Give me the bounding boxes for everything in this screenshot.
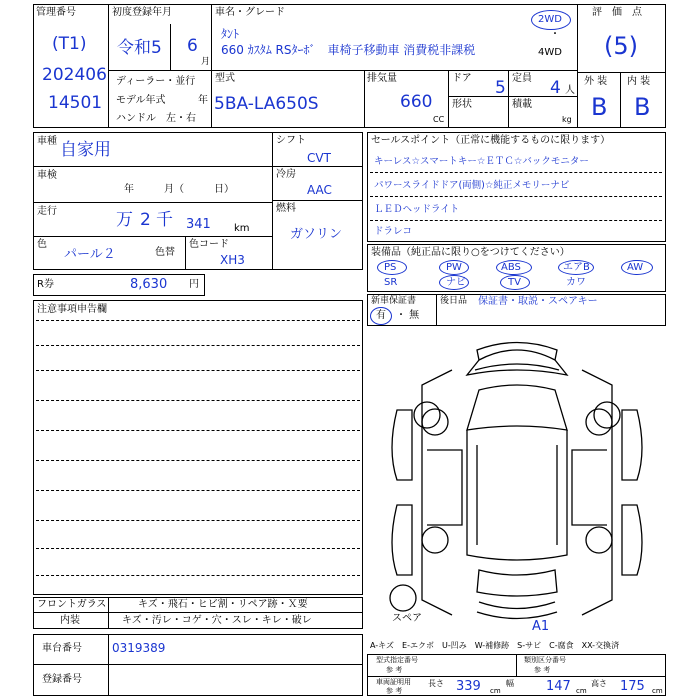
kanri-number-1: 202406	[42, 65, 107, 85]
capacity-unit: 人	[565, 85, 575, 96]
glass-items: キズ・飛石・ヒビ割・リペア跡・Ｘ要	[138, 599, 308, 610]
shodo-label: 初度登録年月	[112, 7, 172, 18]
atohin-label: 後日品	[440, 296, 468, 306]
color-code-label: 色コード	[189, 239, 229, 250]
recycle-section	[33, 274, 205, 296]
damage-legend: A-キズ E-エクボ U-凹み W-補修跡 S-サビ C-腐食 XX-交換済	[370, 641, 620, 650]
doors-value: 5	[495, 78, 506, 98]
length-label: 長さ	[428, 679, 444, 688]
drive-dot: ・	[550, 29, 560, 40]
mileage-2: 2	[140, 210, 151, 230]
cc-unit: CC	[433, 115, 445, 124]
katashiki-value: 5BA-LA650S	[214, 94, 319, 114]
equip-label: 装備品（純正品に限り○をつけてください）	[371, 247, 570, 258]
mileage-341: 341	[186, 217, 211, 232]
dealer-label: ディーラー・並行	[116, 76, 196, 87]
drive-2wd: 2WD	[538, 14, 562, 25]
equip-airbag: エアB	[563, 262, 590, 273]
kanri-t: (T1)	[52, 34, 87, 54]
length-value: 339	[456, 679, 481, 694]
sankou-label-3: 参 考	[386, 687, 403, 695]
model-year-label: モデル年式	[116, 95, 166, 106]
sankou-label-1: 参 考	[386, 666, 403, 674]
equip-ps: PS	[384, 262, 397, 273]
naiso-label: 内 装	[627, 76, 651, 87]
sales-label: セールスポイント（正常に機能するものに限ります）	[371, 135, 611, 146]
interior-items: キズ・汚レ・コゲ・穴・スレ・キレ・破レ	[122, 615, 312, 626]
kg-unit: kg	[562, 115, 572, 124]
kanri-number-2: 14501	[48, 93, 103, 113]
notes-label: 注意事項申告欄	[37, 304, 107, 315]
katashiki-shitei-label: 型式指定番号	[376, 656, 418, 664]
drive-2wd-circle	[531, 10, 571, 30]
ac-value: AAC	[307, 183, 332, 197]
sales-point-3: ＬＥＤヘッドライト	[374, 204, 460, 215]
color-code-value: XH3	[220, 253, 245, 267]
shift-label: シフト	[276, 135, 306, 146]
equip-tv: TV	[508, 277, 521, 288]
height-value: 175	[620, 679, 645, 694]
displacement-value: 660	[400, 92, 433, 112]
equip-aw: AW	[627, 262, 644, 273]
nenryo-label: 燃料	[276, 203, 296, 214]
width-label: 幅	[506, 679, 514, 688]
sales-point-1: キーレス☆スマートキー☆ＥＴＣ☆バックモニター	[374, 156, 589, 167]
equip-abs: ABS	[501, 262, 521, 273]
shift-value: CVT	[307, 151, 331, 165]
shomei-label: 車両証明用	[376, 678, 411, 686]
mileage-sen: 千	[156, 210, 173, 230]
sekisai-label: 積載	[512, 99, 532, 110]
car-body-diagram	[367, 330, 666, 630]
equip-pw: PW	[446, 262, 462, 273]
chassis-label: 車台番号	[42, 643, 82, 654]
shodo-month-unit: 月	[201, 57, 211, 67]
use-value: 自家用	[60, 140, 111, 160]
door-label: ドア	[452, 73, 472, 84]
sales-point-2: パワースライドドア(両側)☆純正メモリーナビ	[374, 180, 570, 191]
hyoka-label: 評 価 点	[592, 7, 642, 18]
sankou-label-2: 参 考	[534, 666, 551, 674]
equip-navi: ナビ	[446, 277, 466, 288]
keijo-label: 形状	[452, 99, 472, 110]
score-value: (5)	[604, 32, 638, 60]
length-unit: cm	[490, 687, 501, 695]
capacity-value: 4	[550, 78, 561, 98]
km-unit: km	[234, 223, 250, 234]
car-name: ﾀﾝﾄ	[221, 27, 240, 41]
interior-label: 内装	[60, 615, 80, 626]
recycle-value: 8,630	[130, 277, 168, 292]
shamei-label: 車名・グレード	[215, 7, 285, 18]
r-ken-label: R券	[37, 279, 54, 290]
reibo-label: 冷房	[276, 169, 296, 180]
top-section	[33, 4, 666, 128]
warranty-no: ・ 無	[396, 310, 420, 321]
equip-sr: SR	[384, 277, 398, 288]
sales-point-4: ドラレコ	[374, 226, 413, 237]
fuel-value: ガソリン	[290, 227, 343, 242]
color-label: 色	[37, 239, 47, 250]
shaken-date: 年 月（ 日）	[124, 184, 234, 195]
color-value: パール２	[64, 247, 116, 262]
chassis-value: 0319389	[112, 641, 166, 655]
model-year-unit: 年	[198, 95, 208, 106]
reg-label: 登録番号	[42, 674, 82, 685]
kanri-label: 管理番号	[36, 7, 76, 18]
use-label: 車種	[37, 136, 57, 147]
teiin-label: 定員	[512, 73, 532, 84]
front-glass-label: フロントガラス	[37, 599, 107, 610]
height-unit: cm	[652, 687, 663, 695]
yen-unit: 円	[189, 279, 199, 290]
shodo-month: 6	[187, 36, 198, 56]
handle-label: ハンドル 左・右	[116, 113, 196, 124]
shodo-era: 令和5	[117, 38, 162, 58]
warranty-yes: 有	[376, 310, 386, 321]
car-grade: 660 ｶｽﾀﾑ RSﾀｰﾎﾞ 車椅子移動車 消費税非課税	[221, 43, 476, 57]
hoshosho-label: 新車保証書	[371, 296, 417, 306]
atohin-value: 保証書・取説・スペアキー	[478, 296, 598, 307]
irogae-label: 色替	[155, 247, 175, 258]
defect-code: A1	[532, 619, 550, 634]
katashiki-label: 型式	[215, 73, 235, 84]
haiki-label: 排気量	[367, 73, 397, 84]
exterior-score: B	[591, 93, 608, 121]
interior-score: B	[634, 93, 651, 121]
width-value: 147	[546, 679, 571, 694]
shaken-label: 車検	[37, 170, 57, 181]
width-unit: cm	[576, 687, 587, 695]
soko-label: 走行	[37, 206, 57, 217]
height-label: 高さ	[591, 679, 607, 688]
ruibetsu-label: 類別区分番号	[524, 656, 566, 664]
drive-4wd: 4WD	[538, 47, 562, 58]
mileage-man: 万	[116, 210, 133, 230]
spare-label: スペア	[392, 613, 422, 624]
gaiso-label: 外 装	[584, 76, 608, 87]
equip-leather: カワ	[566, 277, 586, 288]
